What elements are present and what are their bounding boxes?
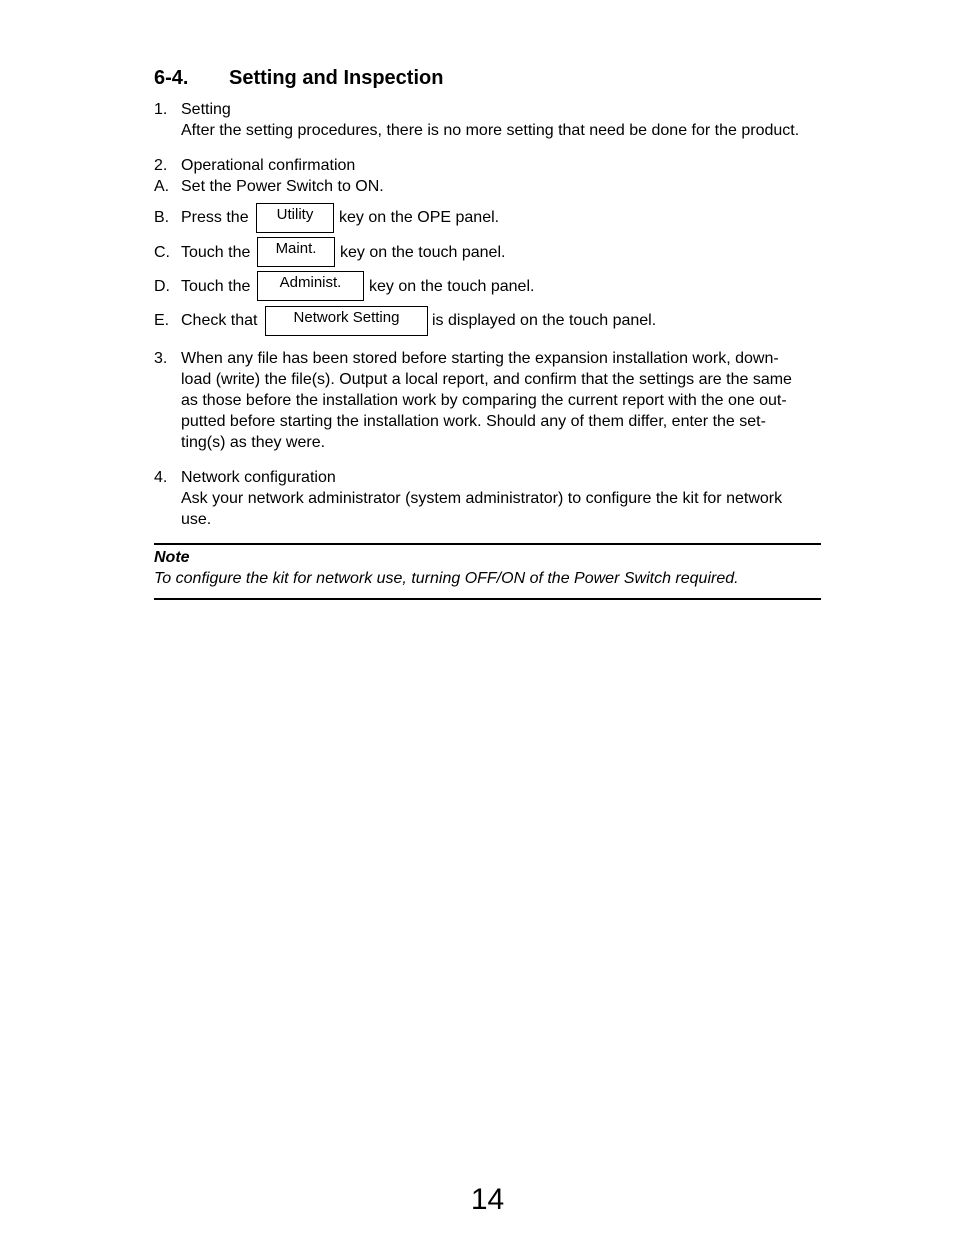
step-c-after: key on the touch panel.: [340, 244, 506, 261]
item-3-line: putted before starting the installation work. Should any of them differ, enter the set-: [181, 413, 766, 430]
note-text: To configure the kit for network use, turning OFF/ON of the Power Switch required.: [154, 570, 739, 587]
step-c-letter: C.: [154, 244, 170, 261]
item-2-number: 2.: [154, 157, 168, 174]
item-3-line: When any file has been stored before starting the expansion installation work, down-: [181, 350, 779, 367]
step-a-letter: A.: [154, 178, 170, 195]
step-b-before: Press the: [181, 209, 249, 226]
step-c-before: Touch the: [181, 244, 251, 261]
step-a-text: Set the Power Switch to ON.: [181, 178, 384, 195]
note-bottom-rule: [154, 598, 821, 600]
item-3-line: as those before the installation work by comparing the current report with the one out-: [181, 392, 787, 409]
item-4-line: Ask your network administrator (system administrator) to configure the kit for network: [181, 490, 783, 507]
step-e-after: is displayed on the touch panel.: [432, 312, 657, 329]
utility-key-box: Utility: [256, 203, 334, 233]
step-b-after: key on the OPE panel.: [339, 209, 500, 226]
item-4-line: use.: [181, 511, 212, 528]
network-setting-key-box: Network Setting: [265, 306, 428, 336]
step-d-after: key on the touch panel.: [369, 278, 535, 295]
item-1-title: Setting: [181, 101, 231, 118]
section-title: Setting and Inspection: [229, 67, 444, 89]
item-3-number: 3.: [154, 350, 168, 367]
section-heading: [154, 66, 443, 90]
note-label: Note: [154, 549, 190, 566]
step-d-letter: D.: [154, 278, 170, 295]
section-number: 6-4.: [154, 67, 189, 89]
step-b-letter: B.: [154, 209, 170, 226]
maint-key-box: Maint.: [257, 237, 335, 267]
step-e-before: Check that: [181, 312, 258, 329]
item-1-number: 1.: [154, 101, 168, 118]
item-3-line: load (write) the file(s). Output a local report, and confirm that the settings are the same: [181, 371, 792, 388]
item-3-line: ting(s) as they were.: [181, 434, 326, 451]
page-number: 14: [470, 1183, 505, 1216]
step-e-letter: E.: [154, 312, 170, 329]
step-d-before: Touch the: [181, 278, 251, 295]
item-4-title: Network configuration: [181, 469, 336, 486]
item-4-number: 4.: [154, 469, 168, 486]
item-1-body: After the setting procedures, there is no more setting that need be done for the product.: [181, 122, 800, 139]
item-2-title: Operational confirmation: [181, 157, 356, 174]
note-top-rule: [154, 543, 821, 545]
administ-key-box: Administ.: [257, 271, 364, 301]
